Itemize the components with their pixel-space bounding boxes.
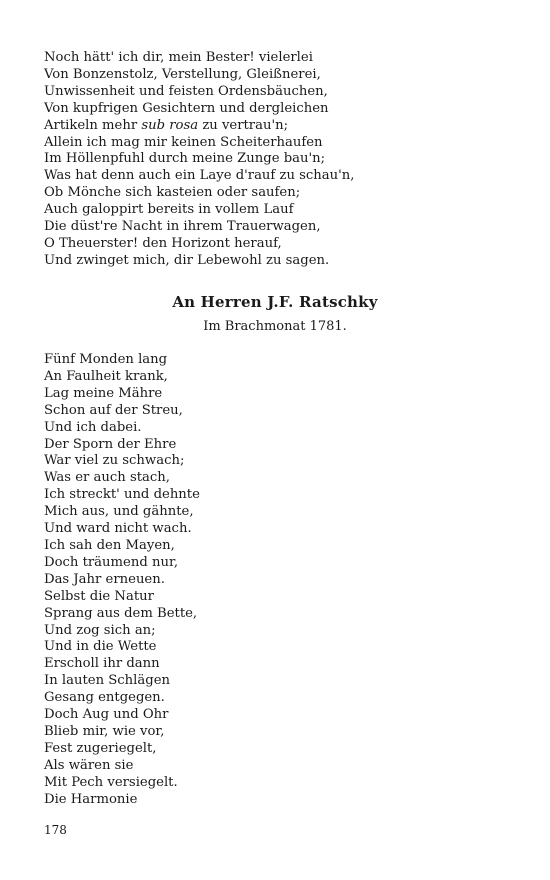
- verse-line: Blieb mir, wie vor,: [44, 723, 165, 739]
- verse-line: Noch hätt' ich dir, mein Bester! vielerlei: [44, 50, 313, 65]
- verse-line: Mich aus, und gähnte,: [44, 504, 194, 520]
- verse-line: Doch Aug und Ohr: [44, 707, 169, 723]
- verse-line: Was hat denn auch ein Laye d'rauf zu schau'n,: [44, 168, 355, 184]
- verse-line-with-italic: [44, 118, 514, 135]
- verse-line: Gesang entgegen.: [44, 690, 165, 706]
- verse-line: Ob Mönche sich kasteien oder saufen;: [44, 185, 301, 201]
- verse-line: Im Höllenpfuhl durch meine Zunge bau'n;: [44, 151, 326, 167]
- verse-line: War viel zu schwach;: [44, 453, 185, 469]
- verse-line: Und ward nicht wach.: [44, 521, 192, 537]
- poem-subtitle: Im Brachmonat 1781.: [203, 319, 347, 334]
- verse-line: Fünf Monden lang: [44, 352, 168, 367]
- poem-stanza-previous: [44, 50, 514, 270]
- verse-line: Erscholl ihr dann: [44, 656, 160, 672]
- verse-line: Und zwinget mich, dir Lebewohl zu sagen.: [44, 252, 330, 268]
- poem-stanza: [44, 352, 514, 808]
- verse-line: Und in die Wette: [44, 639, 157, 655]
- verse-line: Schon auf der Streu,: [44, 402, 183, 418]
- verse-line: Die düst're Nacht in ihrem Trauerwagen,: [44, 219, 321, 235]
- verse-line: In lauten Schlägen: [44, 673, 170, 689]
- verse-line: Der Sporn der Ehre: [44, 436, 177, 452]
- verse-line: Doch träumend nur,: [44, 554, 179, 570]
- verse-line: Fest zugeriegelt,: [44, 740, 157, 756]
- verse-line: Unwissenheit und feisten Ordensbäuchen,: [44, 83, 328, 99]
- verse-line: Lag meine Mähre: [44, 385, 163, 401]
- verse-text: Artikeln mehr: [44, 117, 142, 133]
- verse-line: Allein ich mag mir keinen Scheiterhaufen: [44, 134, 323, 150]
- verse-line: Ich streckt' und dehnte: [44, 487, 200, 503]
- verse-line: Und ich dabei.: [44, 419, 142, 435]
- verse-line: Selbst die Natur: [44, 588, 154, 604]
- verse-text: zu vertrau'n;: [198, 117, 289, 133]
- verse-line: Ich sah den Mayen,: [44, 537, 175, 553]
- verse-line: Mit Pech versiegelt.: [44, 774, 178, 790]
- verse-line: Auch galoppirt bereits in vollem Lauf: [44, 202, 294, 218]
- verse-line: Was er auch stach,: [44, 470, 170, 486]
- verse-line: Und zog sich an;: [44, 622, 156, 638]
- verse-line: Sprang aus dem Bette,: [44, 605, 198, 621]
- verse-line: Die Harmonie: [44, 791, 138, 807]
- page-number: 178: [44, 823, 67, 837]
- poem-title: An Herren J.F. Ratschky: [172, 293, 378, 311]
- italic-phrase: sub rosa: [141, 117, 199, 133]
- verse-line: An Faulheit krank,: [44, 368, 168, 384]
- verse-line: Von kupfrigen Gesichtern und dergleichen: [44, 100, 329, 116]
- verse-line: Von Bonzenstolz, Verstellung, Gleißnerei,: [44, 66, 321, 82]
- verse-line: Das Jahr erneuen.: [44, 571, 165, 587]
- verse-line: Als wären sie: [44, 757, 134, 773]
- verse-line: O Theuerster! den Horizont herauf,: [44, 235, 282, 251]
